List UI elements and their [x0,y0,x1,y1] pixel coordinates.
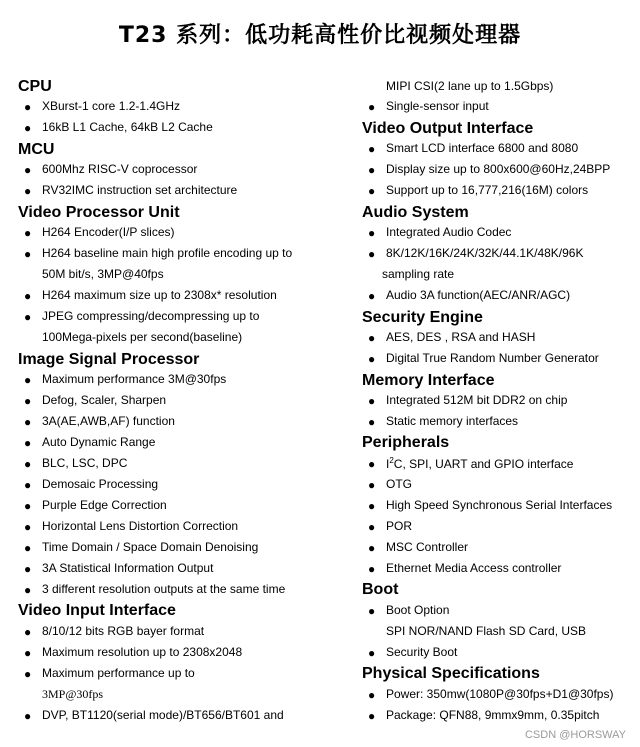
bullet-icon: ● [368,541,376,555]
list-item-continuation: 50M bit/s, 3MP@40fps [42,267,164,281]
list-item: Support up to 16,777,216(16M) colors [386,183,589,197]
section-heading-isp: Image Signal Processor [18,351,200,368]
list-item: $I^2C$, SPI, UART and GPIO interface [386,456,574,471]
bullet-icon: ● [368,709,376,723]
list-item: 600Mhz RISC-V coprocessor [42,162,198,176]
list-item: Time Domain / Space Domain Denoising [42,540,259,554]
list-item: DVP, BT1120(serial mode)/BT656/BT601 and [42,708,284,722]
list-item: Power: 350mw(1080P@30fps+D1@30fps) [386,687,614,701]
list-item: Maximum performance 3M@30fps [42,372,227,386]
list-item: Smart LCD interface 6800 and 8080 [386,141,579,155]
list-item: 16kB L1 Cache, 64kB L2 Cache [42,120,213,134]
list-item: RV32IMC instruction set architecture [42,183,238,197]
list-item: 3 different resolution outputs at the same time [42,582,286,596]
bullet-icon: ● [368,415,376,429]
bullet-icon: ● [368,478,376,492]
bullet-icon: ● [368,289,376,303]
bullet-icon: ● [368,646,376,660]
list-item: AES, DES , RSA and HASH [386,330,536,344]
bullet-icon: ● [24,478,32,492]
list-item: Maximum performance up to [42,666,195,680]
list-item: XBurst-1 core 1.2-1.4GHz [42,99,181,113]
list-item: Single-sensor input [386,99,489,113]
bullet-icon: ● [368,184,376,198]
list-item: JPEG compressing/decompressing up to [42,309,260,323]
list-item: Boot Option [386,603,450,617]
section-heading-peripherals: Peripherals [362,434,450,451]
bullet-icon: ● [24,121,32,135]
list-item: Demosaic Processing [42,477,159,491]
list-item: Audio 3A function(AEC/ANR/AGC) [386,288,571,302]
list-item: H264 Encoder(I/P slices) [42,225,175,239]
bullet-icon: ● [368,226,376,240]
bullet-icon: ● [24,499,32,513]
bullet-icon: ● [24,583,32,597]
list-item: Auto Dynamic Range [42,435,156,449]
list-item: BLC, LSC, DPC [42,456,128,470]
page-title: T23 系列：低功耗高性价比视频处理器 [118,23,522,48]
list-item: Security Boot [386,645,458,659]
bullet-icon: ● [24,226,32,240]
bullet-icon: ● [24,394,32,408]
list-item: Package: QFN88, 9mmx9mm, 0.35pitch [386,708,600,722]
list-item-continuation: 100Mega-pixels per second(baseline) [42,330,243,344]
list-item-continuation: sampling rate [382,267,455,281]
bullet-icon: ● [368,688,376,702]
list-item: H264 maximum size up to 2308x* resolution [42,288,277,302]
bullet-icon: ● [368,394,376,408]
bullet-icon: ● [24,709,32,723]
bullet-icon: ● [368,352,376,366]
list-item: Defog, Scaler, Sharpen [42,393,167,407]
list-item: OTG [386,477,412,491]
bullet-icon: ● [24,310,32,324]
bullet-icon: ● [368,247,376,261]
bullet-icon: ● [24,520,32,534]
bullet-icon: ● [368,604,376,618]
bullet-icon: ● [24,541,32,555]
list-item: Maximum resolution up to 2308x2048 [42,645,243,659]
bullet-icon: ● [24,163,32,177]
bullet-icon: ● [24,667,32,681]
list-item: 3A Statistical Information Output [42,561,214,575]
bullet-icon: ● [24,247,32,261]
list-item: H264 baseline main high profile encoding up to [42,246,293,260]
section-heading-vpu: Video Processor Unit [18,204,180,221]
bullet-icon: ● [368,457,376,471]
list-item-continuation: 3MP@30fps [42,687,104,701]
list-item: Ethernet Media Access controller [386,561,562,575]
bullet-icon: ● [24,646,32,660]
list-item: 3A(AE,AWB,AF) function [42,414,175,428]
section-heading-memory: Memory Interface [362,372,495,389]
section-heading-boot: Boot [362,581,399,598]
section-heading-physical: Physical Specifications [362,665,540,682]
bullet-icon: ● [24,625,32,639]
list-item: MSC Controller [386,540,469,554]
list-item: Purple Edge Correction [42,498,167,512]
list-item: Integrated Audio Codec [386,225,512,239]
bullet-icon: ● [24,289,32,303]
bullet-icon: ● [368,499,376,513]
list-item: Display size up to 800x600@60Hz,24BPP [386,162,611,176]
list-item: Integrated 512M bit DDR2 on chip [386,393,568,407]
list-item: High Speed Synchronous Serial Interfaces [386,498,613,512]
list-item: Horizontal Lens Distortion Correction [42,519,239,533]
list-item: Static memory interfaces [386,414,519,428]
bullet-icon: ● [368,142,376,156]
section-heading-security: Security Engine [362,309,483,326]
bullet-icon: ● [368,163,376,177]
list-item: 8K/12K/16K/24K/32K/44.1K/48K/96K [386,246,584,260]
section-heading-video-input: Video Input Interface [18,602,176,619]
list-item-continuation: SPI NOR/NAND Flash SD Card, USB [386,624,587,638]
bullet-icon: ● [368,562,376,576]
bullet-icon: ● [24,562,32,576]
bullet-icon: ● [24,100,32,114]
section-heading-video-output: Video Output Interface [362,120,534,137]
bullet-icon: ● [368,331,376,345]
watermark: CSDN @HORSWAY [524,729,626,741]
bullet-icon: ● [24,415,32,429]
section-heading-mcu: MCU [18,141,55,158]
bullet-icon: ● [24,436,32,450]
list-item: Digital True Random Number Generator [386,351,599,365]
bullet-icon: ● [24,457,32,471]
bullet-icon: ● [368,100,376,114]
list-item: 8/10/12 bits RGB bayer format [42,624,205,638]
section-heading-cpu: CPU [18,78,52,95]
bullet-icon: ● [24,373,32,387]
list-item-continuation: MIPI CSI(2 lane up to 1.5Gbps) [386,79,554,93]
bullet-icon: ● [368,520,376,534]
list-item: POR [386,519,413,533]
section-heading-audio: Audio System [362,204,469,221]
bullet-icon: ● [24,184,32,198]
